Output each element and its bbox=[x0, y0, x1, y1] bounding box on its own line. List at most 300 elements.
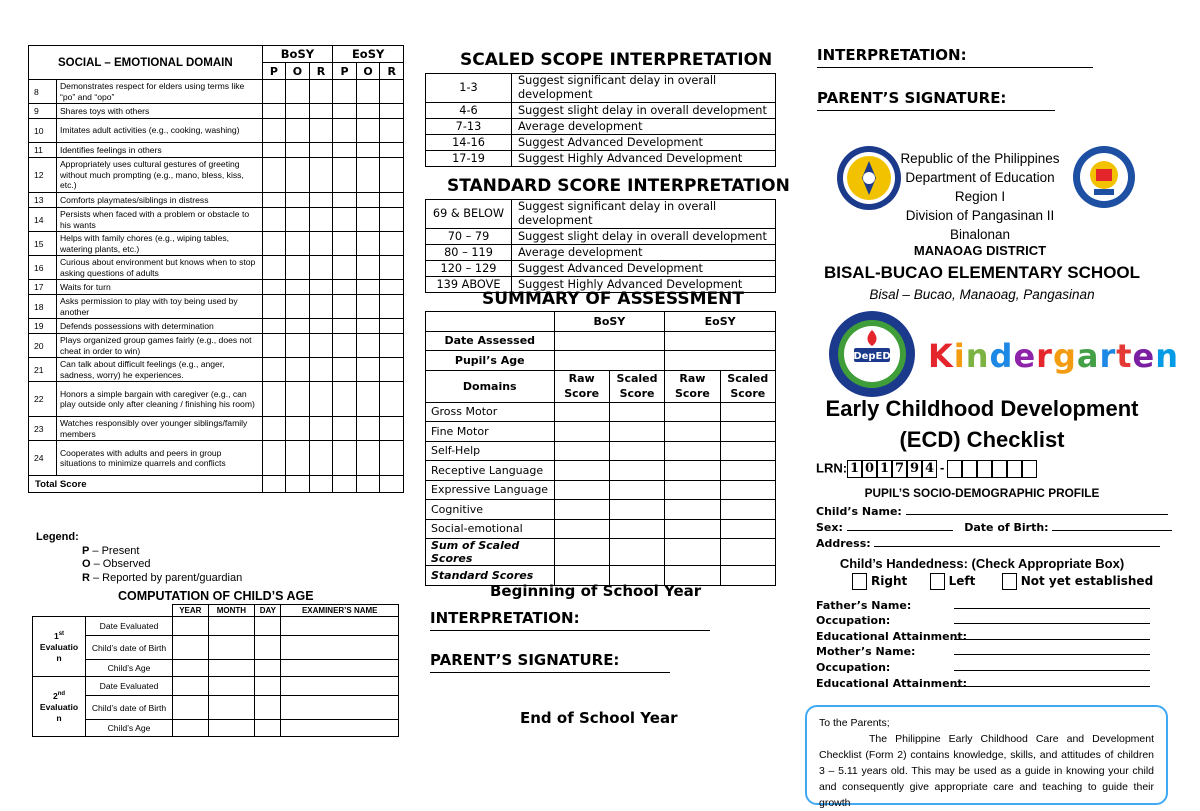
age-cell[interactable] bbox=[255, 660, 281, 677]
interpretation-text: Suggest significant delay in overall development bbox=[512, 74, 776, 103]
domain-label: Social-emotional bbox=[426, 519, 555, 539]
skill-description: Plays organized group games fairly (e.g., does not cheat in order to win) bbox=[56, 334, 262, 358]
score-cell[interactable] bbox=[262, 441, 286, 476]
standard-scores-label: Standard Scores bbox=[426, 566, 555, 586]
skill-number: 24 bbox=[29, 441, 57, 476]
summary-cell[interactable] bbox=[554, 422, 609, 442]
summary-cell[interactable] bbox=[720, 402, 775, 422]
summary-cell[interactable] bbox=[665, 500, 720, 520]
skill-row bbox=[29, 208, 404, 232]
kindergarten-letter: g bbox=[1052, 337, 1077, 375]
score-cell[interactable] bbox=[380, 104, 404, 119]
score-cell[interactable] bbox=[286, 256, 310, 280]
score-cell[interactable] bbox=[286, 476, 310, 493]
age-computation-title: COMPUTATION OF CHILD’S AGE bbox=[118, 589, 314, 603]
score-cell[interactable] bbox=[333, 119, 357, 143]
skill-row bbox=[29, 193, 404, 208]
score-cell[interactable] bbox=[380, 158, 404, 193]
skill-row bbox=[29, 158, 404, 193]
summary-cell[interactable] bbox=[665, 461, 720, 481]
skill-description: Demonstrates respect for elders using terms like “po” and “opo” bbox=[56, 80, 262, 104]
score-cell[interactable] bbox=[356, 295, 380, 319]
summary-cell[interactable] bbox=[554, 351, 665, 371]
total-score-label: Total Score bbox=[29, 476, 263, 493]
age-cell[interactable] bbox=[208, 720, 255, 737]
skill-description: Shares toys with others bbox=[56, 104, 262, 119]
score-cell[interactable] bbox=[309, 334, 333, 358]
col-eosy-o: O bbox=[356, 63, 380, 80]
lrn-box-empty[interactable] bbox=[992, 460, 1007, 478]
skill-number: 20 bbox=[29, 334, 57, 358]
lrn-boxes[interactable] bbox=[847, 460, 937, 475]
age-cell[interactable] bbox=[255, 720, 281, 737]
age-cell[interactable] bbox=[255, 617, 281, 636]
skill-number: 23 bbox=[29, 417, 57, 441]
domains-header: Domains bbox=[426, 370, 555, 402]
summary-cell[interactable] bbox=[554, 441, 609, 461]
score-cell[interactable] bbox=[309, 256, 333, 280]
score-cell[interactable] bbox=[262, 280, 286, 295]
score-cell[interactable] bbox=[380, 208, 404, 232]
score-cell[interactable] bbox=[286, 158, 310, 193]
score-cell[interactable] bbox=[262, 158, 286, 193]
address-field[interactable] bbox=[874, 537, 1160, 547]
social-emotional-title: SOCIAL – EMOTIONAL DOMAIN bbox=[29, 46, 263, 80]
score-cell[interactable] bbox=[286, 417, 310, 441]
score-cell[interactable] bbox=[309, 319, 333, 334]
score-cell[interactable] bbox=[380, 417, 404, 441]
handedness-row: Right Left Not yet established bbox=[852, 573, 1153, 590]
score-cell[interactable] bbox=[356, 334, 380, 358]
score-cell[interactable] bbox=[309, 193, 333, 208]
score-cell[interactable] bbox=[356, 193, 380, 208]
lrn-digit-box[interactable]: 9 bbox=[907, 460, 922, 478]
sum-scaled-label: Sum of Scaled Scores bbox=[426, 539, 555, 566]
score-cell[interactable] bbox=[356, 143, 380, 158]
score-cell[interactable] bbox=[286, 295, 310, 319]
score-cell[interactable] bbox=[333, 334, 357, 358]
summary-cell[interactable] bbox=[554, 519, 609, 539]
interpretation-row bbox=[426, 200, 776, 229]
beginning-of-school-year: Beginning of School Year bbox=[490, 582, 702, 600]
score-cell[interactable] bbox=[262, 417, 286, 441]
score-cell[interactable] bbox=[309, 280, 333, 295]
domain-label: Cognitive bbox=[426, 500, 555, 520]
score-cell[interactable] bbox=[286, 193, 310, 208]
score-cell[interactable] bbox=[309, 143, 333, 158]
summary-cell[interactable] bbox=[665, 351, 776, 371]
examiner-header: EXAMINER’S NAME bbox=[281, 605, 399, 617]
examiner-cell[interactable] bbox=[281, 720, 399, 737]
skill-number: 22 bbox=[29, 382, 57, 417]
lrn-box-empty[interactable] bbox=[1007, 460, 1022, 478]
score-cell[interactable] bbox=[262, 382, 286, 417]
score-cell[interactable] bbox=[356, 104, 380, 119]
score-cell[interactable] bbox=[356, 441, 380, 476]
summary-cell[interactable] bbox=[720, 441, 775, 461]
score-cell[interactable] bbox=[333, 232, 357, 256]
fathers-name-row: Father’s Name: bbox=[816, 599, 912, 612]
col-bosy-o: O bbox=[286, 63, 310, 80]
age-cell[interactable] bbox=[255, 677, 281, 696]
lrn-box-empty[interactable] bbox=[977, 460, 992, 478]
age-cell[interactable] bbox=[208, 636, 255, 660]
interpretation-text: Suggest Advanced Development bbox=[512, 135, 776, 151]
score-cell[interactable] bbox=[356, 256, 380, 280]
score-cell[interactable] bbox=[309, 208, 333, 232]
parents-note bbox=[805, 705, 1168, 809]
score-cell[interactable] bbox=[309, 476, 333, 493]
summary-cell[interactable] bbox=[665, 331, 776, 351]
score-cell[interactable] bbox=[333, 158, 357, 193]
score-cell[interactable] bbox=[380, 193, 404, 208]
score-cell[interactable] bbox=[309, 358, 333, 382]
skill-description: Waits for turn bbox=[56, 280, 262, 295]
skill-number: 18 bbox=[29, 295, 57, 319]
score-cell[interactable] bbox=[309, 382, 333, 417]
score-cell[interactable] bbox=[262, 104, 286, 119]
summary-cell[interactable] bbox=[609, 519, 664, 539]
score-cell[interactable] bbox=[380, 382, 404, 417]
score-cell[interactable] bbox=[262, 80, 286, 104]
summary-cell[interactable] bbox=[609, 461, 664, 481]
kindergarten-letter: d bbox=[989, 337, 1014, 375]
skill-number: 17 bbox=[29, 280, 57, 295]
childs-name-field[interactable] bbox=[906, 505, 1168, 515]
domain-row bbox=[426, 480, 776, 500]
score-cell[interactable] bbox=[286, 319, 310, 334]
lrn-digit-box[interactable]: 1 bbox=[877, 460, 892, 478]
score-cell[interactable] bbox=[356, 158, 380, 193]
scaled-scope-table bbox=[425, 73, 776, 167]
summary-cell[interactable] bbox=[609, 422, 664, 442]
handedness-title: Child’s Handedness: (Check Appropriate Box) bbox=[839, 556, 1125, 571]
age-cell[interactable] bbox=[255, 636, 281, 660]
score-cell[interactable] bbox=[380, 319, 404, 334]
score-cell[interactable] bbox=[333, 193, 357, 208]
score-cell[interactable] bbox=[309, 232, 333, 256]
score-cell[interactable] bbox=[380, 476, 404, 493]
score-cell[interactable] bbox=[262, 476, 286, 493]
score-cell[interactable] bbox=[380, 295, 404, 319]
score-cell[interactable] bbox=[356, 382, 380, 417]
score-cell[interactable] bbox=[286, 80, 310, 104]
lrn-digit-box[interactable]: 4 bbox=[922, 460, 937, 478]
score-cell[interactable] bbox=[380, 256, 404, 280]
score-cell[interactable] bbox=[286, 208, 310, 232]
score-cell[interactable] bbox=[333, 358, 357, 382]
examiner-cell[interactable] bbox=[281, 696, 399, 720]
skill-row bbox=[29, 256, 404, 280]
skill-description: Imitates adult activities (e.g., cooking, washing) bbox=[56, 119, 262, 143]
eosy-header: EoSY bbox=[333, 46, 404, 63]
score-cell[interactable] bbox=[380, 80, 404, 104]
score-cell[interactable] bbox=[262, 119, 286, 143]
summary-cell[interactable] bbox=[554, 331, 665, 351]
age-cell[interactable] bbox=[173, 677, 209, 696]
score-cell[interactable] bbox=[333, 319, 357, 334]
age-cell[interactable] bbox=[208, 617, 255, 636]
score-cell[interactable] bbox=[380, 441, 404, 476]
domain-label: Fine Motor bbox=[426, 422, 555, 442]
score-cell[interactable] bbox=[333, 80, 357, 104]
summary-cell[interactable] bbox=[720, 461, 775, 481]
score-cell[interactable] bbox=[309, 158, 333, 193]
mid-interpretation-line[interactable] bbox=[430, 630, 710, 631]
score-cell[interactable] bbox=[333, 256, 357, 280]
summary-cell[interactable] bbox=[665, 422, 720, 442]
interpretation-text: Average development bbox=[512, 119, 776, 135]
mothers-name-field[interactable] bbox=[954, 654, 1150, 655]
summary-cell[interactable] bbox=[720, 539, 775, 566]
occupation1-field[interactable] bbox=[954, 623, 1150, 624]
checklist-title: Early Childhood Development (ECD) Checklist bbox=[825, 396, 1139, 452]
skill-row bbox=[29, 358, 404, 382]
score-cell[interactable] bbox=[356, 319, 380, 334]
lrn-box-empty[interactable] bbox=[947, 460, 962, 478]
summary-eosy: EoSY bbox=[665, 312, 776, 332]
interpretation-text: Average development bbox=[512, 245, 776, 261]
interpretation-row bbox=[426, 135, 776, 151]
summary-cell[interactable] bbox=[665, 402, 720, 422]
svg-text:DepED: DepED bbox=[853, 351, 891, 362]
score-cell[interactable] bbox=[333, 382, 357, 417]
legend-item: O – Observed bbox=[82, 558, 151, 570]
skill-number: 9 bbox=[29, 104, 57, 119]
skill-number: 8 bbox=[29, 80, 57, 104]
skill-description: Appropriately uses cultural gestures of greeting without much prompting (e.g., mano, bless, kiss, etc.) bbox=[56, 158, 262, 193]
score-cell[interactable] bbox=[356, 232, 380, 256]
score-cell[interactable] bbox=[309, 80, 333, 104]
deped-header: Republic of the Philippines Department of Education Region I Division of Pangasinan II Binalonan bbox=[900, 151, 1060, 242]
score-cell[interactable] bbox=[262, 193, 286, 208]
left-checkbox[interactable] bbox=[930, 573, 945, 590]
score-cell[interactable] bbox=[286, 280, 310, 295]
score-cell[interactable] bbox=[309, 441, 333, 476]
dob-field[interactable] bbox=[1052, 521, 1172, 531]
score-cell[interactable] bbox=[262, 208, 286, 232]
summary-cell[interactable] bbox=[665, 480, 720, 500]
summary-cell[interactable] bbox=[554, 402, 609, 422]
score-cell[interactable] bbox=[380, 334, 404, 358]
date-assessed-label: Date Assessed bbox=[426, 331, 555, 351]
summary-cell[interactable] bbox=[609, 441, 664, 461]
score-cell[interactable] bbox=[356, 208, 380, 232]
score-cell[interactable] bbox=[356, 80, 380, 104]
right-interpretation-line[interactable] bbox=[817, 67, 1093, 68]
scaled-score-header: Scaled Score bbox=[609, 370, 664, 402]
score-range: 69 & BELOW bbox=[426, 200, 512, 229]
address-row: Address: bbox=[816, 537, 1160, 550]
score-cell[interactable] bbox=[380, 358, 404, 382]
score-cell[interactable] bbox=[286, 143, 310, 158]
lrn-digit-box[interactable]: 1 bbox=[847, 460, 862, 478]
interpretation-text: Suggest significant delay in overall development bbox=[512, 200, 776, 229]
score-cell[interactable] bbox=[333, 295, 357, 319]
score-cell[interactable] bbox=[333, 476, 357, 493]
raw-score-header: Raw Score bbox=[554, 370, 609, 402]
score-cell[interactable] bbox=[333, 104, 357, 119]
summary-cell[interactable] bbox=[609, 539, 664, 566]
score-cell[interactable] bbox=[356, 417, 380, 441]
standard-score-title: STANDARD SCORE INTERPRETATION bbox=[447, 176, 790, 196]
score-cell[interactable] bbox=[262, 334, 286, 358]
score-cell[interactable] bbox=[380, 232, 404, 256]
summary-bosy: BoSY bbox=[554, 312, 665, 332]
examiner-cell[interactable] bbox=[281, 636, 399, 660]
age-cell[interactable] bbox=[208, 660, 255, 677]
interpretation-text: Suggest Highly Advanced Development bbox=[512, 277, 776, 293]
right-checkbox[interactable] bbox=[852, 573, 867, 590]
score-cell[interactable] bbox=[309, 417, 333, 441]
age-cell[interactable] bbox=[255, 696, 281, 720]
examiner-cell[interactable] bbox=[281, 677, 399, 696]
score-range: 4-6 bbox=[426, 103, 512, 119]
education2-field[interactable] bbox=[954, 686, 1150, 687]
skill-number: 19 bbox=[29, 319, 57, 334]
score-cell[interactable] bbox=[262, 358, 286, 382]
score-cell[interactable] bbox=[286, 119, 310, 143]
score-range: 139 ABOVE bbox=[426, 277, 512, 293]
division-seal-icon bbox=[1072, 145, 1136, 209]
sex-field[interactable] bbox=[847, 521, 953, 531]
interpretation-row bbox=[426, 103, 776, 119]
score-cell[interactable] bbox=[286, 358, 310, 382]
summary-cell[interactable] bbox=[609, 402, 664, 422]
skill-description: Cooperates with adults and peers in group situations to minimize quarrels and conflicts bbox=[56, 441, 262, 476]
examiner-cell[interactable] bbox=[281, 617, 399, 636]
skill-number: 21 bbox=[29, 358, 57, 382]
education1-field[interactable] bbox=[954, 639, 1150, 640]
lrn-row: LRN: 1 0 1 7 9 4 - bbox=[816, 460, 1037, 478]
age-cell[interactable] bbox=[173, 636, 209, 660]
childs-name-row: Child’s Name: bbox=[816, 505, 1168, 518]
row-label: Child’s Age bbox=[86, 660, 173, 677]
right-parent-signature-line[interactable] bbox=[817, 110, 1055, 111]
year-header: YEAR bbox=[173, 605, 209, 617]
lrn-box-empty[interactable] bbox=[962, 460, 977, 478]
skill-row bbox=[29, 119, 404, 143]
score-cell[interactable] bbox=[380, 280, 404, 295]
interpretation-row bbox=[426, 245, 776, 261]
score-cell[interactable] bbox=[286, 104, 310, 119]
score-cell[interactable] bbox=[262, 295, 286, 319]
parents-body: The Philippine Early Childhood Care and Development Checklist (Form 2) contains knowledge, skills, and attitudes of children 3 – 5.11 years old. This may be used as a guide in knowing your child and consequently give appropriate care and teaching to guide their growth bbox=[819, 733, 1154, 809]
row-label: Date Evaluated bbox=[86, 677, 173, 696]
skill-number: 12 bbox=[29, 158, 57, 193]
summary-cell[interactable] bbox=[720, 422, 775, 442]
kindergarten-letter: e bbox=[1013, 337, 1037, 375]
score-cell[interactable] bbox=[309, 104, 333, 119]
score-cell[interactable] bbox=[333, 280, 357, 295]
skill-description: Helps with family chores (e.g., wiping tables, watering plants, etc.) bbox=[56, 232, 262, 256]
skill-description: Defends possessions with determination bbox=[56, 319, 262, 334]
skill-row bbox=[29, 80, 404, 104]
score-cell[interactable] bbox=[286, 382, 310, 417]
skill-description: Identifies feelings in others bbox=[56, 143, 262, 158]
score-cell[interactable] bbox=[309, 119, 333, 143]
score-cell[interactable] bbox=[333, 143, 357, 158]
summary-cell[interactable] bbox=[665, 539, 720, 566]
summary-cell[interactable] bbox=[554, 461, 609, 481]
row-label: Child’s date of Birth bbox=[86, 696, 173, 720]
score-cell[interactable] bbox=[356, 119, 380, 143]
lrn-digit-box[interactable]: 0 bbox=[862, 460, 877, 478]
skill-number: 15 bbox=[29, 232, 57, 256]
summary-cell[interactable] bbox=[665, 441, 720, 461]
score-cell[interactable] bbox=[333, 417, 357, 441]
score-cell[interactable] bbox=[262, 256, 286, 280]
score-cell[interactable] bbox=[309, 295, 333, 319]
mid-parent-signature-line[interactable] bbox=[430, 672, 670, 673]
row-label: Child’s Age bbox=[86, 720, 173, 737]
score-cell[interactable] bbox=[333, 441, 357, 476]
skill-row bbox=[29, 104, 404, 119]
age-cell[interactable] bbox=[173, 696, 209, 720]
score-cell[interactable] bbox=[333, 208, 357, 232]
age-cell[interactable] bbox=[208, 696, 255, 720]
summary-cell[interactable] bbox=[720, 480, 775, 500]
score-cell[interactable] bbox=[356, 476, 380, 493]
summary-cell[interactable] bbox=[554, 539, 609, 566]
domain-row bbox=[426, 500, 776, 520]
lrn-digit-box[interactable]: 7 bbox=[892, 460, 907, 478]
interpretation-text: Suggest slight delay in overall development bbox=[512, 229, 776, 245]
summary-cell[interactable] bbox=[720, 500, 775, 520]
right-interpretation-label: INTERPRETATION: bbox=[817, 46, 967, 64]
interpretation-row bbox=[426, 74, 776, 103]
col-eosy-p: P bbox=[333, 63, 357, 80]
mid-parent-signature-label: PARENT’S SIGNATURE: bbox=[430, 651, 620, 669]
interpretation-row bbox=[426, 229, 776, 245]
age-cell[interactable] bbox=[173, 617, 209, 636]
fathers-name-field[interactable] bbox=[954, 608, 1150, 609]
score-cell[interactable] bbox=[380, 143, 404, 158]
summary-cell[interactable] bbox=[554, 500, 609, 520]
education1-row: Educational Attainment: bbox=[816, 630, 968, 643]
summary-cell[interactable] bbox=[554, 480, 609, 500]
score-cell[interactable] bbox=[380, 119, 404, 143]
interpretation-text: Suggest Advanced Development bbox=[512, 261, 776, 277]
score-cell[interactable] bbox=[286, 232, 310, 256]
col-bosy-r: R bbox=[309, 63, 333, 80]
score-cell[interactable] bbox=[286, 441, 310, 476]
score-cell[interactable] bbox=[262, 319, 286, 334]
age-cell[interactable] bbox=[173, 660, 209, 677]
domain-label: Gross Motor bbox=[426, 402, 555, 422]
pupils-age-label: Pupil’s Age bbox=[426, 351, 555, 371]
examiner-cell[interactable] bbox=[281, 660, 399, 677]
score-cell[interactable] bbox=[262, 143, 286, 158]
not-yet-checkbox[interactable] bbox=[1002, 573, 1017, 590]
age-cell[interactable] bbox=[173, 720, 209, 737]
age-cell[interactable] bbox=[208, 677, 255, 696]
score-cell[interactable] bbox=[286, 334, 310, 358]
summary-cell[interactable] bbox=[665, 519, 720, 539]
score-range: 70 – 79 bbox=[426, 229, 512, 245]
summary-cell[interactable] bbox=[720, 566, 775, 586]
score-cell[interactable] bbox=[356, 358, 380, 382]
kindergarten-letter: r bbox=[1036, 337, 1053, 375]
score-cell[interactable] bbox=[262, 232, 286, 256]
score-cell[interactable] bbox=[356, 280, 380, 295]
occupation2-field[interactable] bbox=[954, 670, 1150, 671]
lrn-box-empty[interactable] bbox=[1022, 460, 1037, 478]
summary-cell[interactable] bbox=[609, 480, 664, 500]
summary-cell[interactable] bbox=[609, 500, 664, 520]
summary-cell[interactable] bbox=[720, 519, 775, 539]
right-parent-signature-label: PARENT’S SIGNATURE: bbox=[817, 89, 1007, 107]
